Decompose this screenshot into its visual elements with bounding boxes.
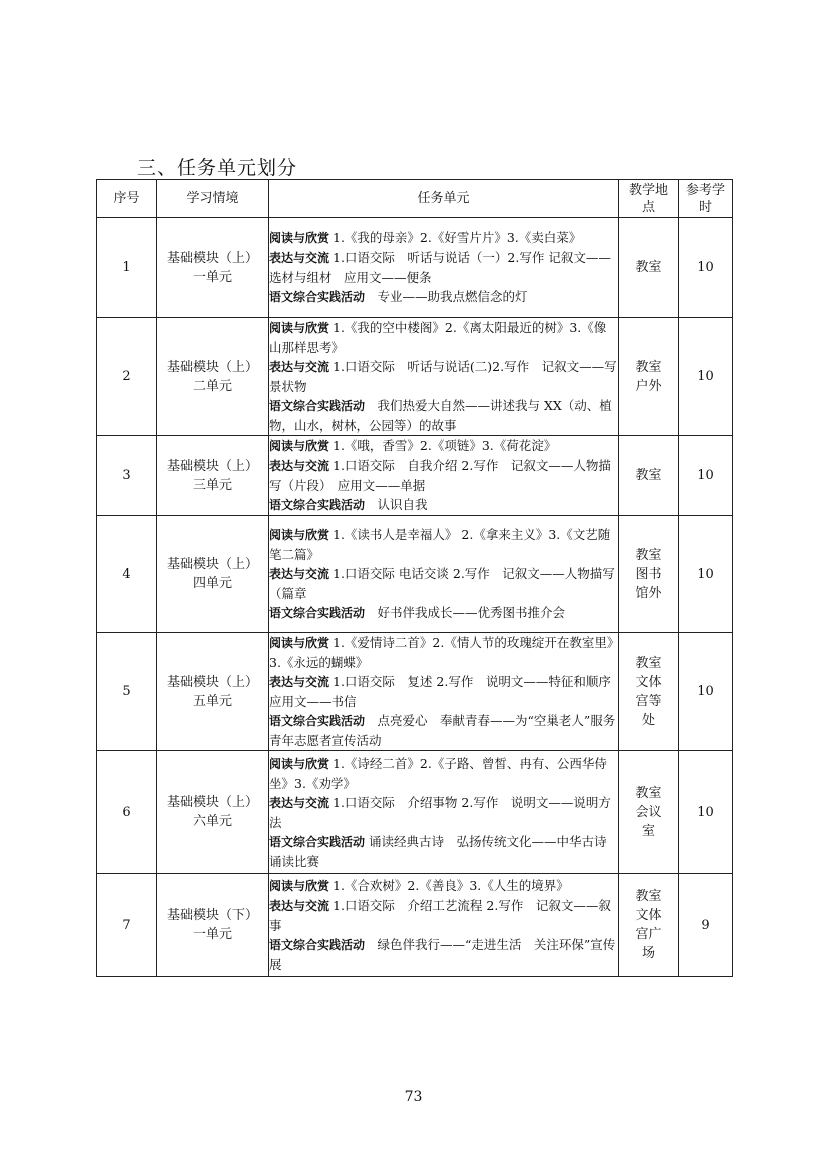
task-category: 表达与交流 [269, 899, 330, 913]
reference-hours: 10 [679, 218, 733, 318]
task-category: 语文综合实践活动 [269, 714, 366, 728]
learning-context [157, 218, 269, 318]
task-category: 阅读与欣赏 [269, 439, 330, 453]
teaching-place [619, 633, 679, 751]
header-num: 序号 [97, 180, 157, 218]
teaching-place-line: 文体 [635, 674, 662, 690]
task-unit-cell [269, 516, 619, 633]
task-category: 语文综合实践活动 [269, 834, 366, 849]
section-title: 三、任务单元划分 [137, 157, 298, 179]
row-number: 5 [97, 633, 157, 751]
task-category: 表达与交流 [269, 567, 330, 581]
teaching-place-line: 教室 [635, 260, 662, 275]
task-category: 语文综合实践活动 [269, 606, 366, 620]
task-unit-cell [269, 751, 619, 874]
learning-context-line: 基础模块（上） [166, 795, 258, 810]
learning-context-line: 基础模块（上） [166, 674, 258, 690]
teaching-place-line: 场 [641, 946, 655, 961]
task-unit-cell [269, 218, 619, 318]
task-category: 表达与交流 [269, 360, 330, 374]
task-text: 认识自我 [365, 497, 428, 512]
teaching-place-line: 文体 [635, 908, 662, 923]
learning-context-line: 三单元 [192, 477, 232, 493]
teaching-place-line: 教室 [635, 655, 662, 671]
header-context: 学习情境 [157, 180, 269, 218]
learning-context-line: 基础模块（下） [166, 908, 258, 923]
reference-hours: 10 [679, 633, 733, 751]
task-item [269, 711, 618, 750]
teaching-place-line: 馆外 [635, 585, 662, 601]
header-hours: 参考学时 [679, 180, 733, 218]
learning-context-line: 二单元 [192, 378, 232, 394]
task-item [269, 633, 618, 672]
task-unit-table [96, 179, 733, 977]
learning-context-line: 一单元 [192, 927, 232, 942]
table-row [97, 874, 733, 977]
task-text: 绿色伴我行——“走进生活 关注环保”宣传展 [269, 937, 616, 972]
task-text: 1.《爱情诗二首》2.《情人节的玫瑰绽开在教室里》3.《永远的蝴蝶》 [269, 635, 614, 670]
learning-context [157, 318, 269, 436]
learning-context-line: 六单元 [192, 814, 232, 829]
task-item [269, 248, 618, 287]
learning-context [157, 516, 269, 633]
table-row [97, 218, 733, 318]
table-header-row [97, 180, 733, 218]
teaching-place [619, 516, 679, 633]
task-unit-cell [269, 436, 619, 516]
task-item [269, 896, 618, 935]
learning-context-line: 基础模块（上） [166, 359, 258, 375]
task-unit-cell [269, 874, 619, 977]
task-text: 1.《合欢树》2.《善良》3.《人生的境界》 [329, 878, 569, 893]
task-category: 语文综合实践活动 [269, 498, 366, 512]
task-text: 1.《哦，香雪》2.《项链》3.《荷花淀》 [329, 438, 557, 453]
learning-context-line: 五单元 [192, 693, 232, 709]
teaching-place-line: 教室 [635, 785, 662, 801]
row-number: 1 [97, 218, 157, 318]
task-text: 1.《读书人是幸福人》 2.《拿来主义》3.《文艺随笔二篇》 [269, 527, 611, 562]
teaching-place-line: 图书 [635, 566, 662, 582]
teaching-place [619, 436, 679, 516]
task-item [269, 793, 618, 832]
reference-hours: 9 [679, 874, 733, 977]
task-text: 专业——助我点燃信念的灯 [365, 289, 528, 304]
task-text: 1.口语交际 电话交谈 2.写作 记叙文——人物描写（篇章 [269, 566, 615, 601]
task-text: 1.口语交际 听话与说话（一）2.写作 记叙文——选材与组材 应用文——便条 [269, 250, 611, 285]
task-category: 阅读与欣赏 [269, 321, 330, 335]
reference-hours: 10 [679, 318, 733, 436]
reference-hours: 10 [679, 751, 733, 874]
learning-context-line: 基础模块（上） [166, 458, 258, 474]
task-category: 阅读与欣赏 [269, 879, 330, 893]
row-number: 2 [97, 318, 157, 436]
task-category: 语文综合实践活动 [269, 290, 366, 304]
task-category: 阅读与欣赏 [269, 756, 330, 771]
task-item [269, 876, 618, 896]
table-row [97, 633, 733, 751]
task-category: 表达与交流 [269, 251, 330, 265]
task-item [269, 832, 618, 871]
task-category: 阅读与欣赏 [269, 528, 330, 542]
task-category: 语文综合实践活动 [269, 938, 366, 952]
task-item [269, 456, 618, 495]
row-number: 7 [97, 874, 157, 977]
task-item [269, 603, 618, 623]
row-number: 3 [97, 436, 157, 516]
row-number: 6 [97, 751, 157, 874]
task-text: 我们热爱大自然——讲述我与 XX（动、植物，山水，树林，公园等）的故事 [269, 398, 612, 433]
task-text: 1.《诗经二首》2.《子路、曾皙、冉有、公西华侍坐》3.《劝学》 [269, 755, 607, 791]
task-item [269, 228, 618, 248]
task-item [269, 318, 618, 357]
teaching-place [619, 318, 679, 436]
learning-context-line: 基础模块（上） [166, 557, 258, 572]
teaching-place-line: 宫等 [635, 693, 662, 709]
teaching-place-line: 教室 [635, 468, 662, 483]
header-place: 教学地点 [619, 180, 679, 218]
row-number: 4 [97, 516, 157, 633]
learning-context-line: 一单元 [192, 269, 232, 285]
task-item [269, 396, 618, 435]
teaching-place [619, 874, 679, 977]
task-category: 表达与交流 [269, 675, 330, 689]
task-item [269, 495, 618, 515]
task-item [269, 357, 618, 396]
teaching-place-line: 处 [641, 712, 655, 728]
task-item [269, 564, 618, 603]
task-text: 1.《我的母亲》2.《好雪片片》3.《卖白菜》 [329, 230, 582, 245]
teaching-place [619, 751, 679, 874]
teaching-place-line: 教室 [635, 889, 662, 904]
task-item [269, 672, 624, 711]
learning-context [157, 751, 269, 874]
teaching-place-line: 会议 [635, 804, 662, 820]
task-text: 1.口语交际 介绍事物 2.写作 说明文——说明方法 [269, 794, 611, 830]
table-row [97, 516, 733, 633]
header-tasks: 任务单元 [269, 180, 619, 218]
task-text: 1.口语交际 介绍工艺流程 2.写作 记叙文——叙事 [269, 898, 611, 933]
teaching-place-line: 教室 [635, 547, 662, 563]
page-number: 73 [404, 1089, 423, 1105]
task-text: 诵读经典古诗 弘扬传统文化——中华古诗诵读比赛 [269, 833, 607, 869]
teaching-place [619, 218, 679, 318]
task-category: 表达与交流 [269, 795, 330, 810]
task-category: 阅读与欣赏 [269, 636, 330, 650]
task-text: 1.口语交际 复述 2.写作 说明文——特征和顺序 应用文——书信 [269, 674, 624, 709]
task-text: 1.口语交际 自我介绍 2.写作 记叙文——人物描写（片段） 应用文——单据 [269, 458, 611, 493]
task-category: 阅读与欣赏 [269, 231, 330, 245]
task-text: 好书伴我成长——优秀图书推介会 [365, 605, 566, 620]
task-text: 1.口语交际 听话与说话(二)2.写作 记叙文——写景状物 [269, 359, 617, 394]
task-unit-cell [269, 633, 624, 751]
teaching-place-line: 教室 [635, 359, 662, 375]
learning-context [157, 633, 269, 751]
table-row [97, 751, 733, 874]
teaching-place-line: 宫广 [635, 927, 662, 942]
learning-context-line: 基础模块（上） [166, 250, 258, 266]
table-row [97, 318, 733, 436]
task-unit-cell [269, 318, 619, 436]
task-item [269, 525, 618, 564]
task-item [269, 287, 618, 307]
task-category: 表达与交流 [269, 459, 330, 473]
task-category: 语文综合实践活动 [269, 399, 366, 413]
task-text: 点亮爱心 奉献青春——为“空巢老人”服务青年志愿者宣传活动 [269, 713, 616, 748]
teaching-place-line: 户外 [635, 378, 662, 394]
teaching-place-line: 室 [641, 823, 655, 839]
reference-hours: 10 [679, 516, 733, 633]
task-item [269, 436, 618, 456]
learning-context-line: 四单元 [192, 576, 232, 591]
task-item [269, 935, 618, 974]
reference-hours: 10 [679, 436, 733, 516]
task-item [269, 754, 618, 793]
learning-context [157, 436, 269, 516]
table-row [97, 436, 733, 516]
task-text: 1.《我的空中楼阁》2.《离太阳最近的树》3.《像山那样思考》 [269, 320, 607, 355]
learning-context [157, 874, 269, 977]
